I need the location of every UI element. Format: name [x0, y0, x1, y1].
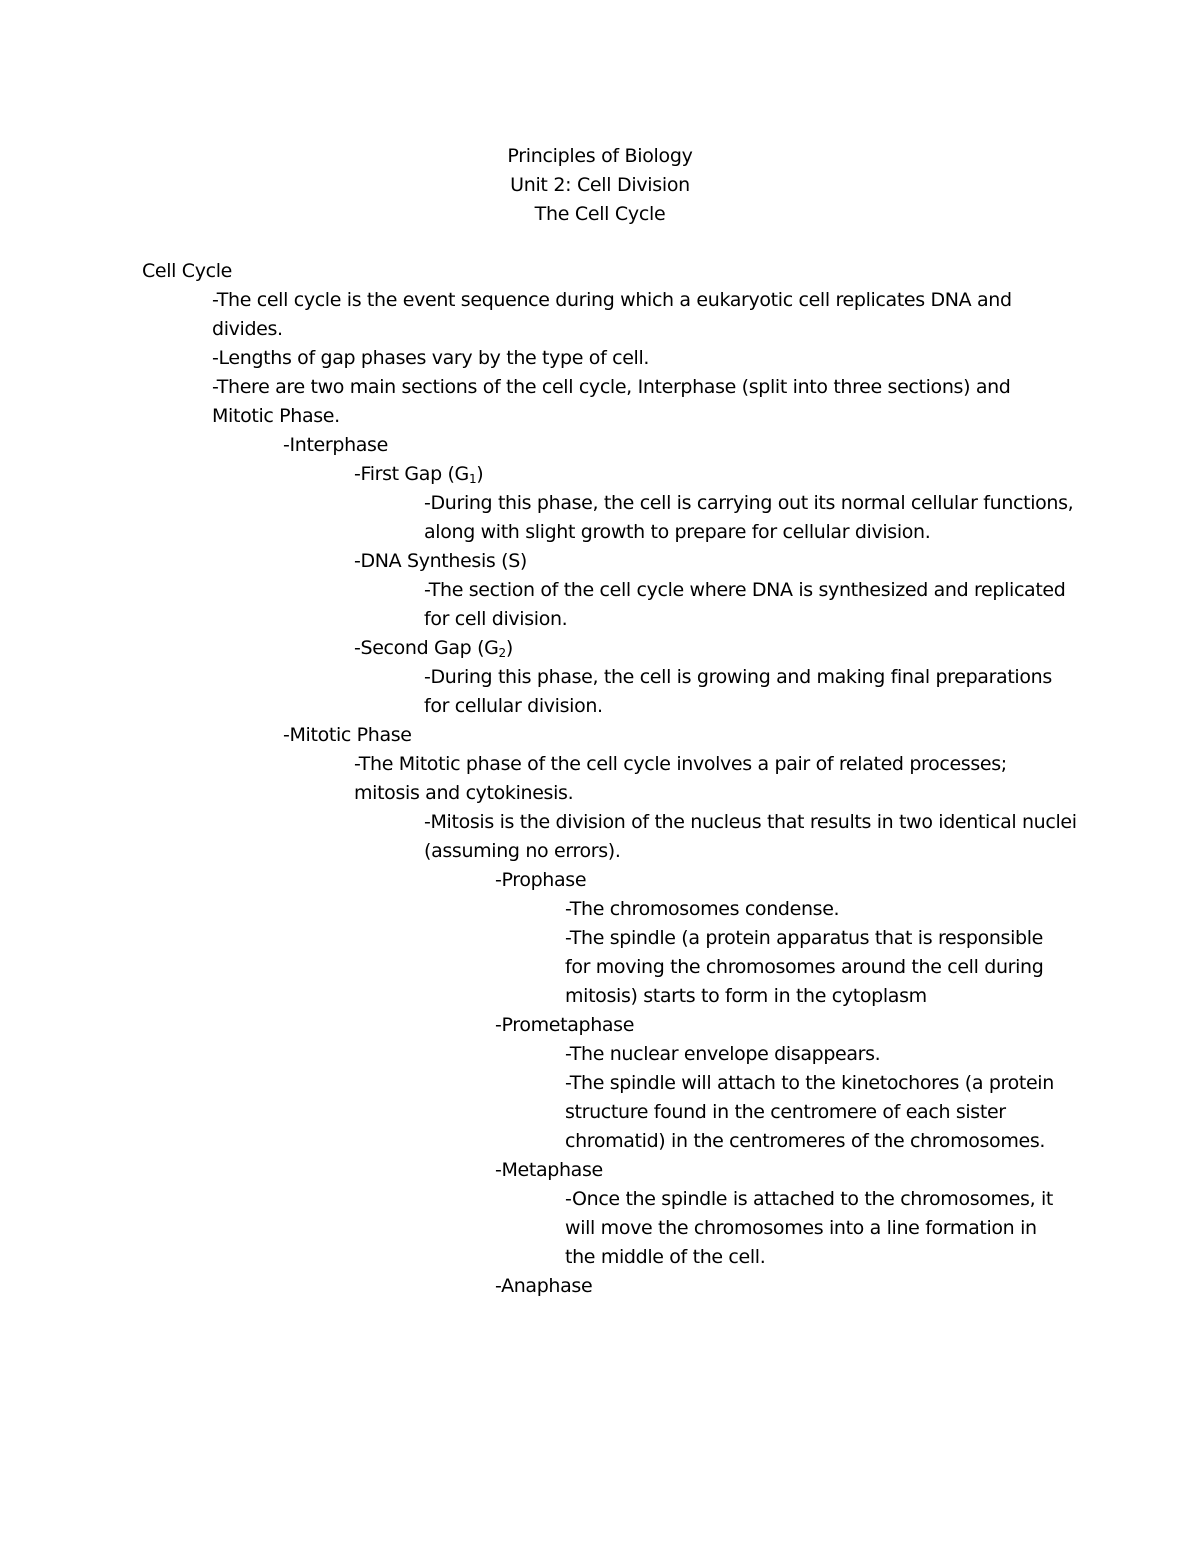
g1-heading: -First Gap $(G_1)$	[354, 463, 484, 486]
prometaphase-point-2: -The spindle will attach to the kinetochores (a protein structure found in the centromere of each sister chromatid) in the centromeres of the chromosomes.	[565, 1072, 1054, 1152]
outline	[0, 257, 1200, 1301]
s-phase-description: -The section of the cell cycle where DNA is synthesized and replicated for cell division.	[424, 579, 1066, 630]
title-block	[0, 142, 1200, 229]
g2-description: -During this phase, the cell is growing and making final preparations for cellular division.	[424, 666, 1052, 717]
unit-title: Unit 2: Cell Division	[510, 174, 690, 196]
interphase-heading: -Interphase	[283, 434, 388, 456]
course-title: Principles of Biology	[507, 145, 693, 167]
prophase-point-2: -The spindle (a protein apparatus that is responsible for moving the chromosomes around the cell during mitosis) starts to form in the cytoplasm	[565, 927, 1044, 1007]
s-phase-heading: -DNA Synthesis (S)	[354, 550, 527, 572]
mitotic-phase-heading: -Mitotic Phase	[283, 724, 412, 746]
prophase-heading: -Prophase	[495, 869, 587, 891]
g2-heading: -Second Gap $(G_2)$	[354, 637, 513, 660]
metaphase-point-1: -Once the spindle is attached to the chromosomes, it will move the chromosomes into a line formation in the middle of the cell.	[565, 1188, 1054, 1268]
prophase-point-1: -The chromosomes condense.	[565, 898, 840, 920]
prometaphase-heading: -Prometaphase	[495, 1014, 635, 1036]
cell-cycle-definition: -The cell cycle is the event sequence during which a eukaryotic cell replicates DNA and divides.	[212, 289, 1012, 340]
anaphase-heading: -Anaphase	[495, 1275, 593, 1297]
g1-description: -During this phase, the cell is carrying out its normal cellular functions, along with slight growth to prepare for cellular division.	[424, 492, 1074, 543]
gap-lengths-note: -Lengths of gap phases vary by the type of cell.	[212, 347, 650, 369]
topic-title: The Cell Cycle	[534, 203, 666, 225]
metaphase-heading: -Metaphase	[495, 1159, 603, 1181]
two-sections-note: -There are two main sections of the cell cycle, Interphase (split into three sections) and Mitotic Phase.	[212, 376, 1011, 427]
mitosis-description: -Mitosis is the division of the nucleus that results in two identical nuclei (assuming no errors).	[424, 811, 1077, 862]
section-heading: Cell Cycle	[142, 260, 232, 282]
mitotic-phase-description: -The Mitotic phase of the cell cycle involves a pair of related processes; mitosis and cytokinesis.	[354, 753, 1007, 804]
prometaphase-point-1: -The nuclear envelope disappears.	[565, 1043, 881, 1065]
